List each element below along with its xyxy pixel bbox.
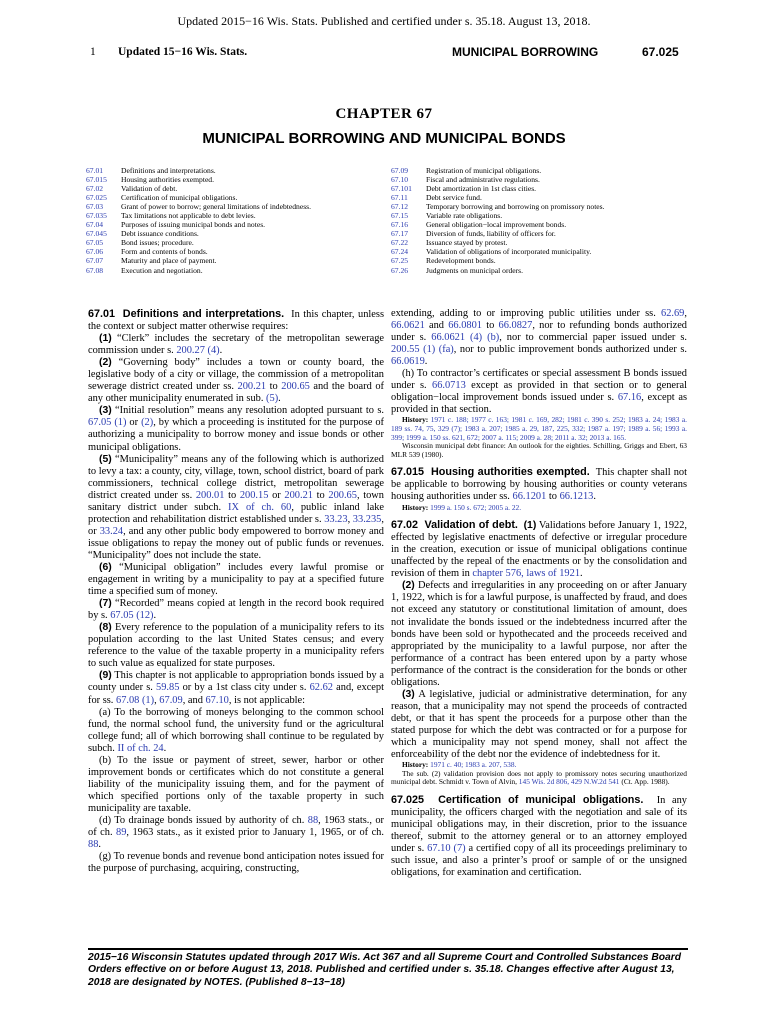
annotation-note: Wisconsin municipal debt finance: An outlook for the eighties. Schilling, Griggs and Ebert, 63 MLR 539 (1980). (391, 441, 687, 459)
cross-reference-link[interactable]: 200.15 (239, 489, 269, 501)
paragraph: (d) To drainage bonds issued by authority of ch. 88, 1963 stats., or of ch. 89, 1963 stats., as it existed prior to January 1, 1965, or of ch. 88. (88, 814, 384, 851)
toc-section-number[interactable]: 67.15 (391, 211, 409, 221)
toc-entry[interactable] (391, 247, 691, 256)
footer-divider (88, 948, 688, 950)
toc-section-title: Certification of municipal obligations. (121, 193, 238, 203)
body-column-right (391, 308, 687, 879)
toc-section-title: Issuance stayed by protest. (426, 238, 508, 248)
header-subtitle: Updated 15−16 Wis. Stats. (118, 46, 248, 58)
toc-section-title: Debt amortization in 1st class cities. (426, 184, 537, 194)
toc-section-title: General obligation−local improvement bonds. (426, 220, 567, 230)
cross-reference-link[interactable]: 66.0827 (498, 320, 533, 332)
toc-entry[interactable] (86, 202, 386, 211)
header-section-number: 67.025 (642, 45, 679, 59)
toc-entry[interactable] (391, 175, 691, 184)
chapter-label: CHAPTER 67 (335, 106, 433, 122)
cross-reference-link[interactable]: 200.55 (1) (fa) (391, 344, 454, 356)
cross-reference-link[interactable]: 33.23 (324, 513, 348, 525)
toc-section-title: Maturity and place of payment. (121, 256, 217, 266)
toc-section-number[interactable]: 67.05 (86, 238, 104, 248)
toc-entry[interactable] (391, 202, 691, 211)
toc-section-title: Housing authorities exempted. (121, 175, 215, 185)
paragraph: (8) Every reference to the population of a municipality refers to its population according to the last United States census; and every reference to the value of the taxable property in a municipality refers to such value as equalized for state purposes. (88, 622, 384, 670)
toc-entry[interactable] (86, 184, 386, 193)
cross-reference-link[interactable]: 200.21 (237, 381, 267, 393)
history-note: History: 1999 a. 150 s. 672; 2005 a. 22. (402, 502, 522, 512)
toc-section-title: Execution and negotiation. (121, 265, 203, 275)
toc-entry[interactable] (391, 166, 691, 175)
paragraph: (7) “Recorded” means copied at length in the record book required by s. 67.05 (12). (88, 598, 384, 622)
toc-entry[interactable] (391, 229, 691, 238)
cross-reference-link[interactable]: 66.0621 (4) (b) (431, 332, 500, 344)
toc-section-number[interactable]: 67.22 (391, 238, 409, 248)
history-note: History: 1971 c. 40; 1983 a. 207, 538. (402, 760, 517, 770)
toc-entry[interactable] (86, 229, 386, 238)
cross-reference-link[interactable]: 67.05 (12) (110, 610, 154, 622)
toc-section-number[interactable]: 67.26 (391, 265, 409, 275)
toc-entry[interactable] (86, 238, 386, 247)
paragraph: (1) “Clerk” includes the secretary of the metropolitan sewerage commission under s. 200.27 (4). (88, 333, 384, 357)
toc-section-number[interactable]: 67.08 (86, 265, 104, 275)
paragraph: extending, adding to or improving public utilities under ss. 62.69, 66.0621 and 66.0801 to 66.0827, nor to refunding bonds authorized under s. 66.0621 (4) (b), nor to commercial paper issued under s. 200.55 (1) (fa), nor to public improvement bonds authorized under s. 66.0619. (391, 308, 688, 368)
paragraph: 67.015 Housing authorities exempted. This chapter shall not be applicable to borrowing by housing authorities or county veterans housing authorities under ss. 66.1201 to 66.1213. (391, 466, 687, 503)
toc-section-number[interactable]: 67.24 (391, 247, 409, 257)
paragraph: (b) To the issue or payment of street, sewer, harbor or other improvement bonds or certificates which do not constitute a general liability of the municipality issuing them, and for the payment of which specified portions only of the taxable property in such municipality are taxable. (88, 754, 384, 814)
history-note: History: 1971 c. 188; 1977 c. 163; 1981 c. 169, 282; 1981 c. 390 s. 252; 1983 a. 24; 1983 a. 189 ss. 74, 75, 329 (7); 1983 a. 207; 1985 a. 29, 187, 225, 332; 1987 a. 197; 1989 a. 56; 1993 a. 399; 1999 a. 150 ss. 621, 672; 2007 a. 115; 2009 a. 28; 2011 a. 32; 2013 a. 165. (391, 415, 687, 442)
toc-section-title: Fiscal and administrative regulations. (426, 175, 540, 185)
toc-section-number[interactable]: 67.045 (86, 229, 107, 239)
toc-section-title: Redevelopment bonds. (426, 256, 496, 266)
toc-section-number[interactable]: 67.02 (86, 184, 104, 194)
toc-section-number[interactable]: 67.12 (391, 202, 409, 212)
toc-section-title: Definitions and interpretations. (121, 166, 216, 175)
paragraph: (g) To revenue bonds and revenue bond anticipation notes issued for the purpose of purchasing, acquiring, constructing, (88, 851, 384, 875)
cross-reference-link[interactable]: 59.85 (156, 682, 180, 694)
paragraph: (3) “Initial resolution” means any resolution adopted pursuant to s. 67.05 (1) or (2), by which a proceeding is instituted for the purpose of authorizing a municipality to borrow money and issue bonds or other municipal obligations. (88, 405, 384, 453)
toc-entry[interactable] (391, 184, 691, 193)
toc-left (86, 166, 386, 275)
cross-reference-link[interactable]: 200.01 (195, 489, 225, 501)
cross-reference-link[interactable]: 66.1213 (559, 491, 594, 503)
paragraph: 67.02 Validation of debt. (1) Validations before January 1, 1922, effected by legislative enactments of defective or irregular procedure in the creation, execution or issue of municipal obligations continue unaffected by the repeal of the enactments or by the consolidation and revision of them in chapter 576, laws of 1921. (391, 519, 687, 580)
cross-reference-link[interactable]: II of ch. 24 (117, 742, 164, 754)
toc-section-title: Registration of municipal obligations. (426, 166, 542, 175)
cross-reference-link[interactable]: 66.0801 (448, 320, 482, 332)
paragraph: (5) “Municipality” means any of the following which is authorized to levy a tax: a county, city, village, town, school district, board of park commissioners, technical college district, metropolitan sewerage district created under ss. 200.01 to 200.15 or 200.21 to 200.65, town sanitary district under subch. IX of ch. 60, public inland lake protection and rehabilitation district established under s. 33.23, 33.235, or 33.24, and any other public body empowered to borrow money and issue obligations to repay the money out of public funds or revenues. “Municipality” does not include the state. (88, 453, 385, 561)
toc-section-title: Variable rate obligations. (426, 211, 503, 221)
toc-section-number[interactable]: 67.03 (86, 202, 104, 212)
paragraph: (2) Defects and irregularities in any proceeding on or after January 1, 1922, which is for a lawful purpose, is unaffected by fraud, and does not exceed any statutory or constitutional limitation of amount, does not invalidate the bonds issued or the indebtedness incurred after the bonds have been sold or hypothecated and the proceeds received and appropriated by the municipality to a lawful purpose, nor after the performance of a contract has been entered upon by a party whose performance of the contract is the consideration for the bonds or other obligations. (391, 580, 687, 688)
toc-section-number[interactable]: 67.101 (391, 184, 412, 194)
toc-section-title: Temporary borrowing and borrowing on promissory notes. (426, 202, 605, 212)
toc-section-number[interactable]: 67.16 (391, 220, 409, 230)
toc-section-number[interactable]: 67.04 (86, 220, 104, 230)
cross-reference-link[interactable]: 66.0619 (391, 356, 425, 368)
cross-reference-link[interactable]: 67.05 (1) (88, 417, 127, 429)
paragraph: (6) “Municipal obligation” includes every lawful promise or engagement in writing by a municipality to pay at a specified future time a specified sum of money. (88, 561, 384, 598)
toc-entry[interactable] (86, 247, 386, 256)
toc-entry[interactable] (86, 166, 386, 175)
toc-entry[interactable] (86, 175, 386, 184)
toc-section-title: Validation of obligations of incorporated municipality. (426, 247, 592, 257)
toc-section-number[interactable]: 67.035 (86, 211, 107, 221)
toc-entry[interactable] (86, 193, 386, 202)
toc-section-title: Tax limitations not applicable to debt levies. (121, 211, 256, 221)
paragraph: (a) To the borrowing of moneys belonging to the common school fund, the normal school fund, the university fund or the agricultural college fund; all of which borrowing shall continue to be regulated by subch. II of ch. 24. (88, 706, 384, 754)
toc-section-title: Debt service fund. (426, 193, 482, 203)
toc-section-title: Debt issuance conditions. (121, 229, 199, 239)
toc-entry[interactable] (86, 266, 386, 275)
annotation-note: The sub. (2) validation provision does not apply to promissory notes securing unauthorized municipal debt. Schmidt v. Town of Alvin, 145 Wis. 2d 806, 429 N.W.2d 541 (Ct. App. 1988). (391, 768, 687, 787)
certification-banner: Updated 2015−16 Wis. Stats. Published and certified under s. 35.18. August 13, 2018. (177, 14, 591, 28)
cross-reference-link[interactable]: 200.27 (4) (176, 345, 220, 357)
paragraph: 67.025 Certification of municipal obligations. In any municipality, the officers charged with the negotiation and sale of its municipal obligations may, in their discretion, prior to the issuance thereof, submit to the attorney general or to an attorney employed under s. 67.10 (7) a certified copy of all its proceedings preliminary to such issue, and also a printer’s proof or sample of or the unsigned obligations, for examination and certification. (391, 793, 688, 879)
toc-section-title: Judgments on municipal orders. (426, 265, 524, 275)
toc-entry[interactable] (86, 211, 386, 220)
cross-reference-link[interactable]: 67.10 (205, 694, 229, 706)
toc-section-title: Purposes of issuing municipal bonds and notes. (121, 220, 266, 230)
header-section-title: MUNICIPAL BORROWING (452, 45, 599, 59)
toc-section-number[interactable]: 67.09 (391, 166, 409, 175)
cross-reference-link[interactable]: 33.24 (99, 525, 124, 537)
toc-section-number[interactable]: 67.25 (391, 256, 409, 266)
cross-reference-link[interactable]: 67.08 (1) (116, 694, 155, 706)
toc-entry[interactable] (86, 220, 386, 229)
toc-section-number[interactable]: 67.10 (391, 175, 409, 185)
toc-section-number[interactable]: 67.11 (391, 193, 408, 203)
paragraph: 67.01 Definitions and interpretations. In this chapter, unless the context or subject matter otherwise requires: (88, 308, 384, 333)
toc-right (391, 166, 691, 275)
toc-section-number[interactable]: 67.01 (86, 166, 104, 175)
toc-entry[interactable] (391, 256, 691, 265)
paragraph: (9) This chapter is not applicable to appropriation bonds issued by a county under s. 59.85 or by a 1st class city under s. 62.62 and, except for ss. 67.08 (1), 67.09, and 67.10, is not applicable: (88, 670, 385, 706)
toc-section-number[interactable]: 67.015 (86, 175, 107, 185)
toc-entry[interactable] (391, 238, 691, 247)
toc-section-number[interactable]: 67.07 (86, 256, 104, 266)
toc-entry[interactable] (391, 193, 691, 202)
toc-section-title: Bond issues; procedure. (121, 238, 194, 248)
paragraph: (2) “Governing body” includes a town or county board, the legislative body of a city or village, the commission of a metropolitan sewerage district created under ss. 200.21 to 200.65 and the board of any other municipality enumerated in sub. (5). (88, 357, 384, 405)
cross-reference-link[interactable]: 67.16 (617, 392, 642, 404)
cross-reference-link[interactable]: 88 (307, 814, 319, 826)
toc-entry[interactable] (391, 220, 691, 229)
cross-reference-link[interactable]: 66.1201 (512, 491, 547, 503)
cross-reference-link[interactable]: 88 (88, 839, 99, 851)
cross-reference-link[interactable]: (2) (141, 417, 154, 429)
chapter-title: MUNICIPAL BORROWING AND MUNICIPAL BONDS (202, 130, 566, 147)
body-column-left (88, 308, 384, 875)
cross-reference-link[interactable]: 89 (116, 827, 127, 839)
cross-reference-link[interactable]: IX of ch. 60 (228, 501, 292, 513)
toc-section-title: Validation of debt. (121, 184, 178, 194)
toc-section-number[interactable]: 67.025 (86, 193, 107, 203)
cross-reference-link[interactable]: 66.0621 (391, 320, 425, 332)
toc-section-title: Form and contents of bonds. (121, 247, 208, 257)
cross-reference-link[interactable]: 62.62 (309, 682, 333, 694)
toc-entry[interactable] (86, 256, 386, 265)
cross-reference-link[interactable]: 62.69 (661, 308, 685, 319)
paragraph: (3) A legislative, judicial or administrative determination, for any reason, that a municipality may not spend the proceeds of contracted debt, or that it has spent the proceeds for a purpose other than the stated purpose for which the debt was contracted or for a purpose for which a municipality may not spend money, shall not affect the enforceability of the debt nor the evidence of indebtedness for it. (391, 688, 687, 761)
cross-reference-link[interactable]: 67.10 (7) (427, 843, 466, 855)
toc-section-title: Diversion of funds, liability of officers for. (426, 229, 556, 239)
toc-section-number[interactable]: 67.06 (86, 247, 104, 257)
cross-reference-link[interactable]: 200.21 (284, 489, 313, 501)
cross-reference-link[interactable]: (5) (266, 393, 279, 405)
toc-section-title: Grant of power to borrow; general limitations of indebtedness. (121, 202, 312, 212)
toc-section-number[interactable]: 67.17 (391, 229, 409, 239)
running-header (90, 46, 680, 64)
cross-reference-link[interactable]: 200.65 (328, 489, 357, 501)
footer-notice: 2015−16 Wisconsin Statutes updated through 2017 Wis. Act 367 and all Supreme Court and Controlled Substances Board Orders effective on or before August 13, 2018. Published and certified under s. 35.18. Changes effective after August 13, 2018 are designated by NOTES. (Published 8−13−18) (88, 952, 682, 988)
paragraph: (h) To contractor’s certificates or special assessment B bonds issued under s. 66.0713 except as provided in that section or to general obligation−local improvement bonds issued under s. 67.16, except as provided in that section. (391, 368, 688, 416)
cross-reference-link[interactable]: 67.09 (159, 694, 183, 706)
toc-entry[interactable] (391, 211, 691, 220)
cross-reference-link[interactable]: chapter 576, laws of 1921 (472, 568, 581, 580)
toc-entry[interactable] (391, 266, 691, 275)
page-number: 1 (90, 46, 96, 58)
cross-reference-link[interactable]: 33.235 (352, 513, 382, 525)
cross-reference-link[interactable]: 200.65 (281, 381, 310, 393)
cross-reference-link[interactable]: 66.0713 (432, 380, 466, 392)
